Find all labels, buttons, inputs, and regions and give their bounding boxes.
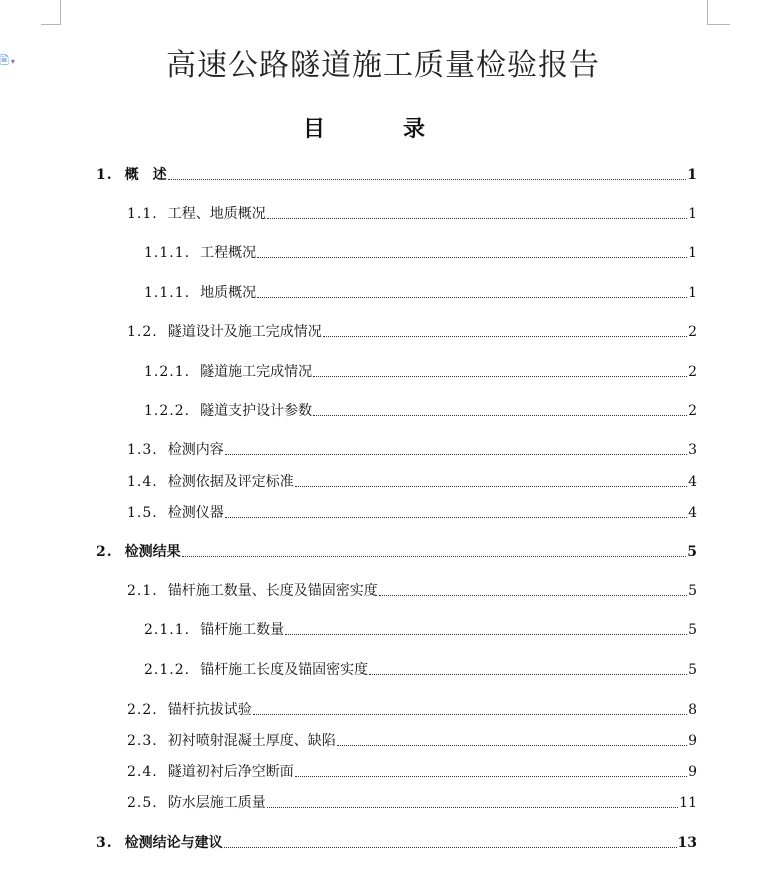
toc-entry[interactable]	[127, 473, 697, 491]
toc-entry[interactable]	[127, 504, 697, 522]
toc-leader-dots	[285, 633, 687, 635]
toc-entry[interactable]	[127, 582, 697, 600]
toc-entry-page: 4	[688, 505, 697, 521]
toc-entry[interactable]	[127, 701, 697, 719]
toc-entry-title: 概 述	[124, 167, 167, 183]
toc-entry-number: 1.5.	[127, 505, 158, 521]
chevron-down-icon: ▾	[10, 57, 15, 66]
toc-entry[interactable]	[144, 661, 697, 679]
toc-entry-page: 9	[688, 733, 697, 749]
toc-entry-title: 工程、地质概况	[167, 206, 266, 222]
toc-entry-page: 8	[688, 702, 697, 718]
toc-entry-page: 2	[688, 403, 697, 419]
toc-entry-page: 2	[688, 324, 697, 340]
toc-entry[interactable]	[144, 402, 697, 420]
toc-entry-page: 11	[679, 795, 697, 811]
toc-entry-title: 地质概况	[200, 285, 257, 301]
toc-entry-title: 锚杆抗拔试验	[167, 702, 252, 718]
toc-entry-page: 13	[677, 835, 697, 851]
toc-leader-dots	[182, 555, 687, 557]
toc-entry[interactable]	[96, 834, 697, 852]
toc-entry-page: 1	[688, 206, 697, 222]
toc-entry-page: 1	[688, 245, 697, 261]
toc-entry-page: 5	[688, 622, 697, 638]
toc-leader-dots	[295, 775, 687, 777]
toc-entry-title: 检测内容	[167, 442, 224, 458]
toc-entry-number: 2.1.2.	[144, 662, 191, 678]
toc-leader-dots	[253, 713, 687, 715]
toc-entry[interactable]	[144, 363, 697, 381]
toc-leader-dots	[224, 846, 677, 848]
toc-entry-title: 隧道设计及施工完成情况	[167, 324, 322, 340]
toc-entry-number: 2.1.	[127, 583, 158, 599]
toc-leader-dots	[267, 806, 678, 808]
toc-entry-title: 隧道支护设计参数	[200, 403, 313, 419]
toc-entry[interactable]	[144, 284, 697, 302]
toc-entry-title: 检测依据及评定标准	[167, 474, 294, 490]
toc-leader-dots	[295, 485, 687, 487]
toc-entry-number: 2.3.	[127, 733, 158, 749]
toc-entry-title: 隧道初衬后净空断面	[167, 764, 294, 780]
toc-entry[interactable]	[96, 166, 697, 184]
toc-entry[interactable]	[127, 794, 697, 812]
toc-leader-dots	[379, 594, 687, 596]
toc-entry-number: 1.1.1.	[144, 245, 191, 261]
toc-entry-number: 1.4.	[127, 474, 158, 490]
toc-leader-dots	[337, 744, 687, 746]
toc-entry-page: 9	[688, 764, 697, 780]
toc-entry-number: 1.3.	[127, 442, 158, 458]
toc-entry[interactable]	[127, 441, 697, 459]
toc-leader-dots	[168, 178, 687, 180]
toc-entry-page: 5	[688, 583, 697, 599]
toc-entry-page: 4	[688, 474, 697, 490]
toc-entry-number: 2.	[96, 544, 113, 560]
toc-entry-title: 防水层施工质量	[167, 795, 266, 811]
toc-entry-title: 初衬喷射混凝土厚度、缺陷	[167, 733, 336, 749]
toc-entry-page: 2	[688, 364, 697, 380]
toc-entry-title: 隧道施工完成情况	[200, 364, 313, 380]
toc-entry[interactable]	[127, 205, 697, 223]
toc-entry-number: 2.1.1.	[144, 622, 191, 638]
toc-entry-number: 2.4.	[127, 764, 158, 780]
toc-entry-page: 1	[688, 285, 697, 301]
toc-entry-number: 2.2.	[127, 702, 158, 718]
toc-entry[interactable]	[127, 323, 697, 341]
toc-entry[interactable]	[96, 543, 697, 561]
toc-entry-page: 5	[688, 662, 697, 678]
toc-entry-number: 2.5.	[127, 795, 158, 811]
toc-leader-dots	[225, 516, 687, 518]
toc-entry-number: 1.2.	[127, 324, 158, 340]
toc-entry-title: 锚杆施工数量、长度及锚固密实度	[167, 583, 378, 599]
toc-entry-page: 3	[688, 442, 697, 458]
toc-entry-page: 1	[687, 167, 697, 183]
toc-leader-dots	[257, 256, 687, 258]
toc-entry-number: 1.1.1.	[144, 285, 191, 301]
toc-entry[interactable]	[127, 732, 697, 750]
toc-entry-title: 检测结果	[124, 544, 181, 560]
toc-entry-number: 1.1.	[127, 206, 158, 222]
toc-entry-title: 锚杆施工数量	[200, 622, 285, 638]
toc-entry-page: 5	[687, 544, 697, 560]
toc-leader-dots	[313, 414, 687, 416]
toc-heading: 目 录	[302, 116, 453, 142]
toc-entry-number: 1.2.2.	[144, 403, 191, 419]
toc-entry-number: 1.	[96, 167, 113, 183]
navigation-pane-icon[interactable]: 🖹 ▾	[0, 54, 15, 67]
toc-entry-title: 检测结论与建议	[124, 835, 223, 851]
toc-entry[interactable]	[144, 621, 697, 639]
toc-entry-title: 锚杆施工长度及锚固密实度	[200, 662, 369, 678]
toc-entry[interactable]	[144, 244, 697, 262]
toc-entry-title: 检测仪器	[167, 505, 224, 521]
toc-leader-dots	[323, 335, 687, 337]
toc-leader-dots	[313, 375, 687, 377]
toc-leader-dots	[267, 217, 687, 219]
toc-leader-dots	[257, 296, 687, 298]
toc-entry-title: 工程概况	[200, 245, 257, 261]
toc-leader-dots	[369, 673, 687, 675]
toc-leader-dots	[225, 453, 687, 455]
toc-entry-number: 1.2.1.	[144, 364, 191, 380]
toc-entry-number: 3.	[96, 835, 113, 851]
toc-entry[interactable]	[127, 763, 697, 781]
document-title: 高速公路隧道施工质量检验报告	[166, 48, 600, 83]
